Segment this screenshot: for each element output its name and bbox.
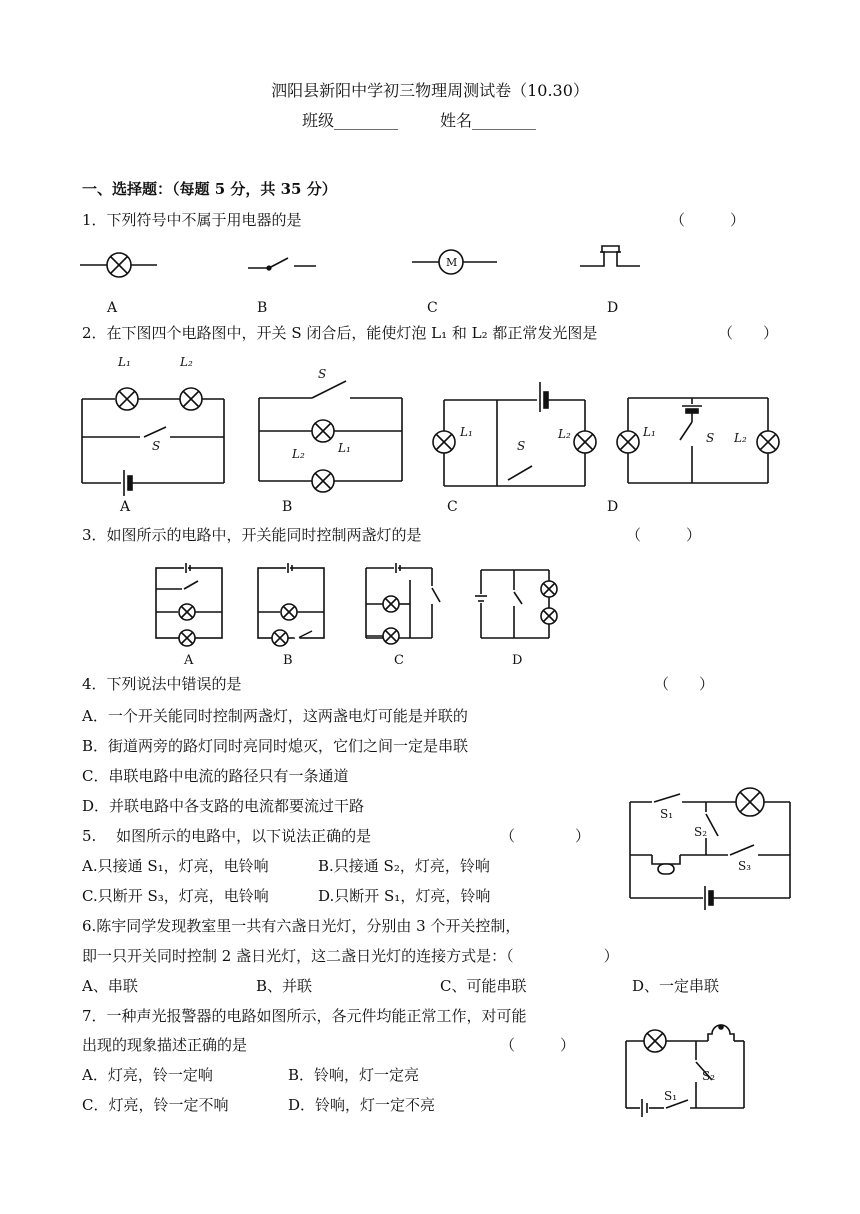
q3-answer-bracket[interactable]: （ ） [626,526,702,544]
q1-label-d: D [607,300,619,316]
q7-option-d[interactable]: D．铃响，灯一定不亮 [288,1096,436,1114]
motor-letter: M [446,256,458,269]
q2-label-a: A [120,499,131,515]
q4-option-b[interactable]: B．街道两旁的路灯同时亮同时熄灭，它们之间一定是串联 [82,737,469,755]
q5-option-c[interactable]: C.只断开 S₃，灯亮，电铃响 [82,887,269,905]
svg-text:S₁: S₁ [664,1089,678,1103]
name-field[interactable]: 姓名________ [440,111,537,130]
q3-label-a: A [184,653,194,668]
svg-text:L₁: L₁ [338,441,351,455]
class-field[interactable]: 班级________ [302,111,399,130]
svg-text:S₁: S₁ [660,807,674,821]
q3-label-c: C [394,653,404,668]
svg-text:S: S [517,439,526,453]
q3-stem: 3．如图所示的电路中，开关能同时控制两盏灯的是 [82,526,422,544]
svg-text:L₂: L₂ [558,427,571,441]
svg-text:L₂: L₂ [734,431,747,445]
svg-text:S: S [706,431,715,445]
q4-option-c[interactable]: C．串联电路中电流的路径只有一条通道 [82,767,349,785]
q4-option-a[interactable]: A．一个开关能同时控制两盏灯，这两盏电灯可能是并联的 [82,707,468,725]
q1-label-b: B [257,300,268,316]
q4-option-d[interactable]: D．并联电路中各支路的电流都要流过干路 [82,797,365,815]
q2-stem: 2．在下图四个电路图中，开关 S 闭合后，能使灯泡 L₁ 和 L₂ 都正常发光图是 [82,324,598,342]
svg-text:L₁: L₁ [118,355,131,369]
svg-text:S: S [152,439,161,453]
q7-line2: 出现的现象描述正确的是 [82,1036,248,1054]
q4-answer-bracket[interactable]: （ ） [654,675,715,693]
svg-text:S₂: S₂ [694,825,708,839]
q7-option-a[interactable]: A．灯亮，铃一定响 [82,1066,213,1084]
svg-text:L₁: L₁ [460,425,473,439]
q7-answer-bracket[interactable]: （ ） [500,1036,576,1054]
q2-label-c: C [447,499,458,515]
q5-option-d[interactable]: D.只断开 S₁，灯亮，铃响 [318,887,491,905]
q6-option-b[interactable]: B、并联 [256,977,313,995]
q3-label-d: D [512,653,523,668]
q6-option-c[interactable]: C、可能串联 [440,977,527,995]
svg-text:S₃: S₃ [738,859,752,873]
q2-label-d: D [607,499,619,515]
q6-line2: 即一只开关同时控制 2 盏日光灯，这二盏日光灯的连接方式是：（ ） [82,947,619,965]
svg-text:S₂: S₂ [702,1069,716,1083]
svg-text:L₂: L₂ [180,355,193,369]
q1-label-a: A [107,300,118,316]
q5-answer-bracket[interactable]: （ ） [500,827,591,845]
page-title: 泗阳县新阳中学初三物理周测试卷（10.30） [271,81,589,100]
q4-stem: 4．下列说法中错误的是 [82,675,242,693]
svg-text:S: S [318,367,327,381]
q5-option-a[interactable]: A.只接通 S₁，灯亮，电铃响 [82,857,269,875]
q1-label-c: C [427,300,438,316]
q1-stem: 1．下列符号中不属于用电器的是 [82,211,302,229]
svg-text:L₁: L₁ [643,425,656,439]
q5-option-b[interactable]: B.只接通 S₂，灯亮，铃响 [318,857,490,875]
q2-answer-bracket[interactable]: （ ） [718,324,779,342]
q7-option-b[interactable]: B．铃响，灯一定亮 [288,1066,420,1084]
q6-option-a[interactable]: A、串联 [82,977,138,995]
q2-label-b: B [282,499,293,515]
q6-line1: 6.陈宇同学发现教室里一共有六盏日光灯，分别由 3 个开关控制， [82,917,521,935]
q6-option-d[interactable]: D、一定串联 [632,977,720,995]
q5-stem: 5. 如图所示的电路中，以下说法正确的是 [82,827,372,845]
q7-option-c[interactable]: C．灯亮，铃一定不响 [82,1096,229,1114]
q1-answer-bracket[interactable]: （ ） [670,211,746,229]
q3-label-b: B [283,653,293,668]
svg-text:L₂: L₂ [292,447,305,461]
section-heading: 一、选择题：（每题 5 分，共 35 分） [82,180,337,198]
q7-line1: 7．一种声光报警器的电路如图所示，各元件均能正常工作，对可能 [82,1007,527,1025]
